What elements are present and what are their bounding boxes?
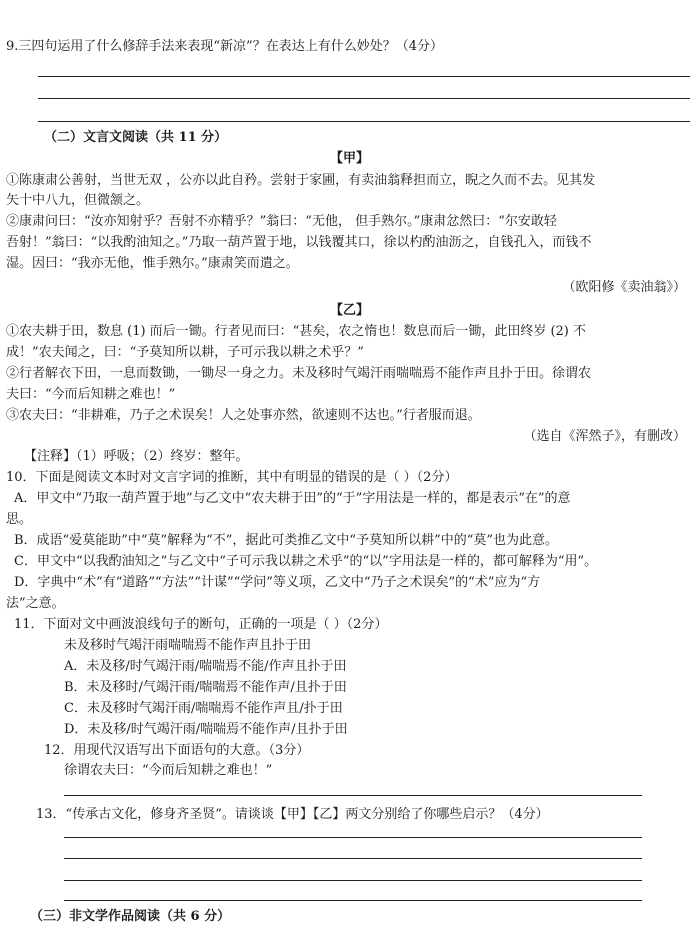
text-line: 湿。因曰：“我亦无他，惟手熟尔。”康肃笑而遣之。	[6, 256, 299, 271]
text-jia-title: 【甲】	[329, 151, 369, 166]
section-heading: （二）文言文阅读（共 11 分）	[44, 130, 228, 145]
text-source: （选自《浑然子》，有删改）	[523, 429, 686, 444]
answer-line[interactable]	[64, 837, 642, 838]
choice-option[interactable]: D．未及移/时气竭汗雨/喘喘焉不能作声/且扑于田	[64, 722, 348, 737]
answer-line[interactable]	[38, 76, 690, 77]
text-line: 夫曰：“今而后知耕之难也！”	[6, 387, 176, 402]
text-line: ①农夫耕于田，数息 (1) 而后一锄。行者见而曰：“甚矣，农之惰也！数息而后一锄，此田终岁 (2) 不	[6, 324, 587, 339]
question-sentence: 未及移时气竭汗雨喘喘焉不能作声且扑于田	[64, 638, 312, 653]
choice-option: 法”之意。	[6, 596, 65, 611]
text-line: 吾射！”翁曰：“以我酌油知之。”乃取一葫芦置于地，以钱覆其口，徐以杓酌油沥之，自钱孔入，而钱不	[6, 235, 592, 250]
text-line: ②康肃问曰：“汝亦知射乎？吾射不亦精乎？”翁曰：“无他， 但手熟尔。”康肃忿然曰：“尔安敢轻	[6, 214, 557, 229]
question-12-stem: 12．用现代汉语写出下面语句的大意。（3分）	[44, 743, 310, 758]
text-line: 成！”农夫闻之，曰：“予莫知所以耕，子可示我以耕之术乎？”	[6, 345, 364, 360]
answer-line[interactable]	[64, 900, 642, 901]
answer-line[interactable]	[38, 121, 690, 122]
choice-option[interactable]: D．字典中“术”有“道路”“方法”“计谋”“学问”等义项，乙文中“乃子之术误矣”的“术”应为“方	[14, 575, 541, 590]
text-line: ②行者解衣下田，一息而数锄，一锄尽一身之力。未及移时气竭汗雨喘喘焉不能作声且扑于田。徐谓农	[6, 366, 592, 381]
choice-option[interactable]: C．甲文中“以我酌油知之”与乙文中“子可示我以耕之术乎”的“以”字用法是一样的，都可解释为“用”。	[14, 554, 598, 569]
answer-line[interactable]	[38, 98, 690, 99]
question-10-stem: 10．下面是阅读文本时对文言字词的推断，其中有明显的错误的是（ ）（2分）	[6, 470, 458, 485]
question-11-stem: 11．下面对文中画波浪线句子的断句，正确的一项是（ ）（2分）	[14, 617, 388, 632]
question-9-stem: 9.三四句运用了什么修辞手法来表现“新凉”？在表达上有什么妙处？（4分）	[6, 39, 443, 54]
text-line: ①陈康肃公善射，当世无双 ，公亦以此自矜。尝射于家圃，有卖油翁释担而立，睨之久而不去。见其发	[6, 173, 596, 188]
annotation-notes: 【注释】（1）呼吸；（2）终岁：整年。	[24, 449, 249, 464]
choice-option[interactable]: C．未及移时气竭汗雨/喘喘焉不能作声且/扑于田	[64, 701, 343, 716]
text-line: ③农夫曰：“非耕难，乃子之术误矣！人之处事亦然，欲速则不达也。”行者服而退。	[6, 408, 481, 423]
choice-option[interactable]: A．未及移/时气竭汗雨/喘喘焉不能/作声且扑于田	[64, 659, 347, 674]
choice-option: 思。	[6, 512, 33, 527]
text-line: 矢十中八九，但微颔之。	[6, 193, 150, 208]
question-sentence: 徐谓农夫曰：“今而后知耕之难也！”	[64, 763, 273, 778]
choice-option[interactable]: A．甲文中“乃取一葫芦置于地”与乙文中“农夫耕于田”的“于”字用法是一样的，都是表示“在”的意	[14, 491, 571, 506]
answer-line[interactable]	[64, 858, 642, 859]
choice-option[interactable]: B．成语“爱莫能助”中“莫”解释为“不”，据此可类推乙文中“予莫知所以耕”中的“莫”也为此意。	[14, 533, 559, 548]
text-yi-title: 【乙】	[329, 303, 369, 318]
text-source: （欧阳修《卖油翁》）	[562, 280, 686, 295]
question-13-stem: 13．“传承古文化，修身齐圣贤”。请谈谈【甲】【乙】两文分别给了你哪些启示？（4分）	[36, 807, 549, 822]
answer-line[interactable]	[64, 795, 642, 796]
answer-line[interactable]	[64, 880, 642, 881]
choice-option[interactable]: B．未及移时/气竭汗雨/喘喘焉不能作声/且扑于田	[64, 680, 347, 695]
section-heading: （三）非文学作品阅读（共 6 分）	[30, 909, 231, 924]
